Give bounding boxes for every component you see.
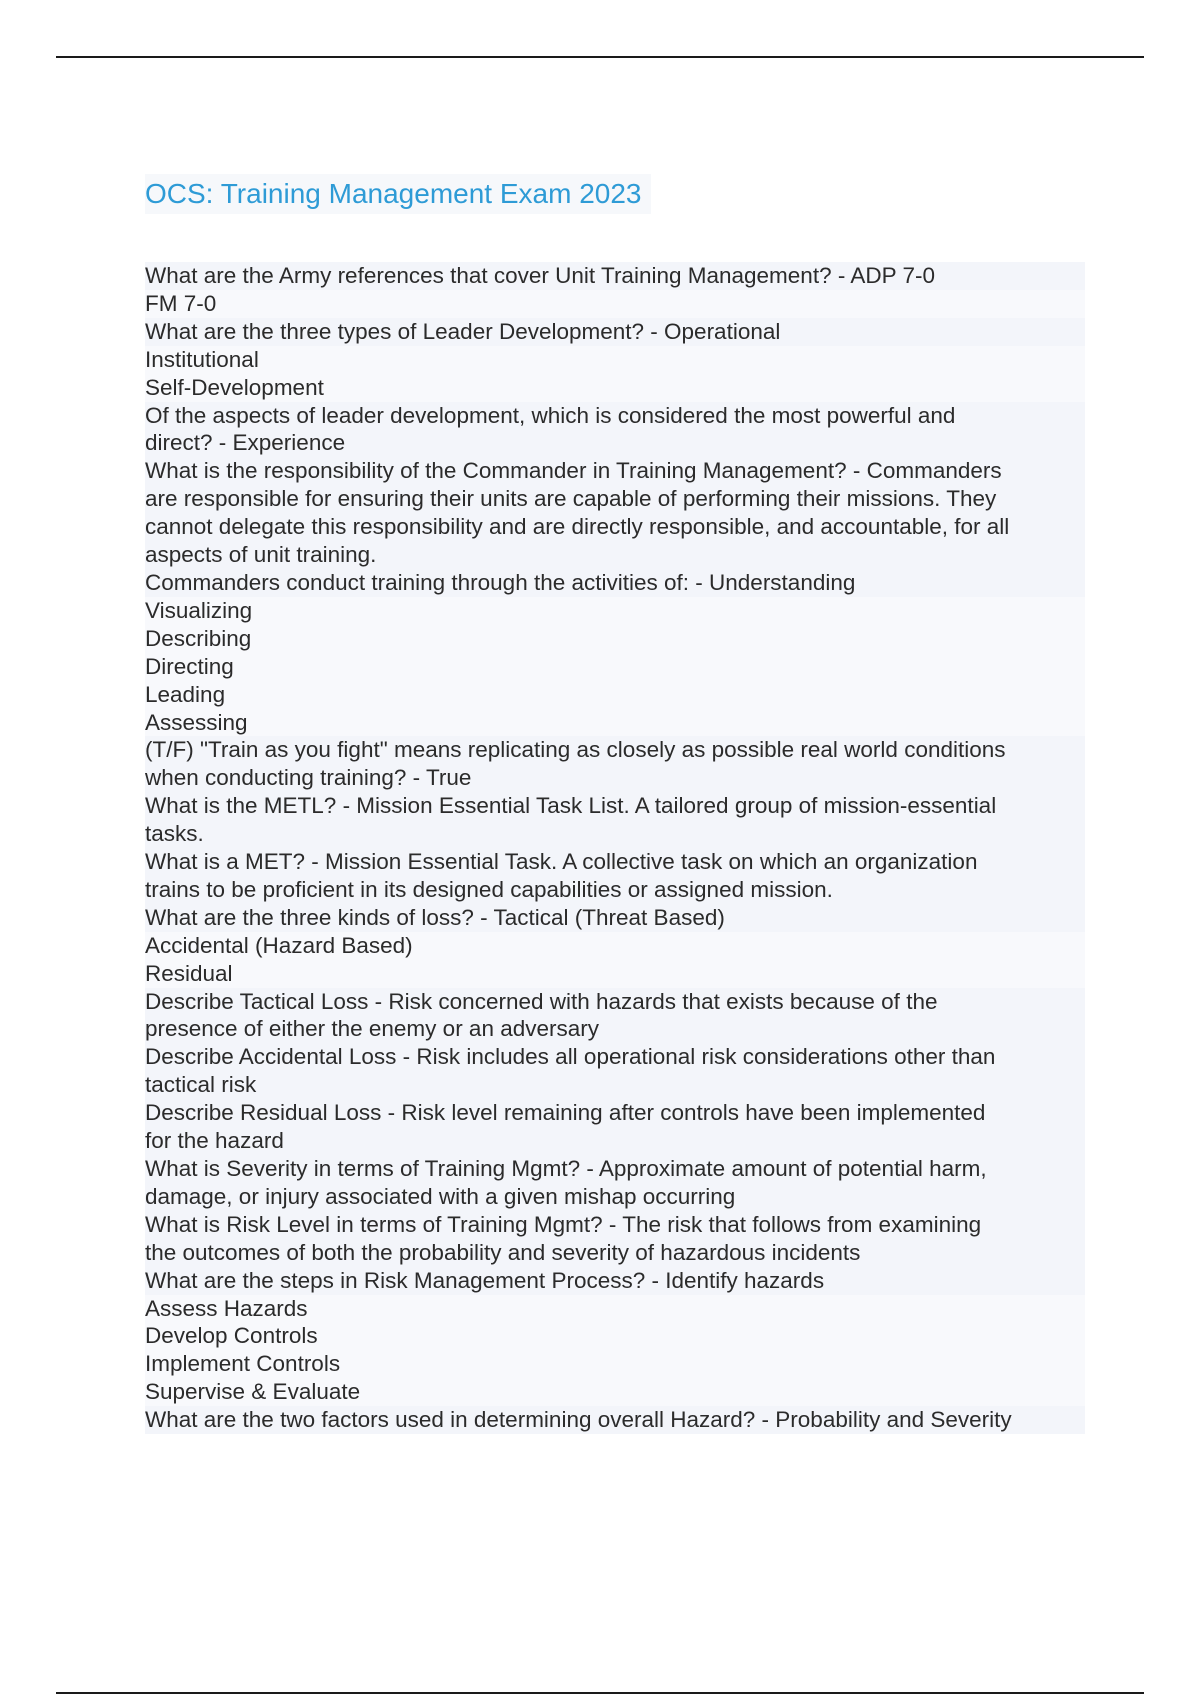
document-title: OCS: Training Management Exam 2023 [145,174,651,214]
text-line: trains to be proficient in its designed capabilities or assigned mission. [145,876,1085,904]
text-line: Describe Accidental Loss - Risk includes all operational risk considerations other than [145,1043,1085,1071]
text-line: What is Severity in terms of Training Mgmt? - Approximate amount of potential harm, [145,1155,1085,1183]
text-line: Describe Tactical Loss - Risk concerned with hazards that exists because of the [145,988,1085,1016]
text-line: when conducting training? - True [145,764,1085,792]
text-line: Assess Hazards [145,1295,1085,1323]
text-line: What are the two factors used in determining overall Hazard? - Probability and Severity [145,1406,1085,1434]
text-line: Of the aspects of leader development, which is considered the most powerful and [145,402,1085,430]
text-line: Self-Development [145,374,1085,402]
text-line: Residual [145,960,1085,988]
text-line: FM 7-0 [145,290,1085,318]
text-line: tactical risk [145,1071,1085,1099]
text-line: (T/F) "Train as you fight" means replicating as closely as possible real world conditions [145,736,1085,764]
text-line: Implement Controls [145,1350,1085,1378]
text-line: cannot delegate this responsibility and are directly responsible, and accountable, for all [145,513,1085,541]
text-line: aspects of unit training. [145,541,1085,569]
top-rule [56,56,1144,58]
text-line: Commanders conduct training through the activities of: - Understanding [145,569,1085,597]
text-line: Assessing [145,709,1085,737]
text-line: What is a MET? - Mission Essential Task. A collective task on which an organization [145,848,1085,876]
text-line: Describing [145,625,1085,653]
text-line: direct? - Experience [145,429,1085,457]
text-line: Directing [145,653,1085,681]
text-line: Supervise & Evaluate [145,1378,1085,1406]
text-line: What are the three kinds of loss? - Tactical (Threat Based) [145,904,1085,932]
text-line: What are the Army references that cover Unit Training Management? - ADP 7-0 [145,262,1085,290]
text-line: What are the three types of Leader Development? - Operational [145,318,1085,346]
text-line: Describe Residual Loss - Risk level remaining after controls have been implemented [145,1099,1085,1127]
text-line: What is the METL? - Mission Essential Task List. A tailored group of mission-essential [145,792,1085,820]
text-line: Visualizing [145,597,1085,625]
text-line: the outcomes of both the probability and severity of hazardous incidents [145,1239,1085,1267]
text-line: Develop Controls [145,1322,1085,1350]
text-line: What are the steps in Risk Management Process? - Identify hazards [145,1267,1085,1295]
text-line: tasks. [145,820,1085,848]
text-line: Leading [145,681,1085,709]
text-line: Institutional [145,346,1085,374]
text-line: presence of either the enemy or an adversary [145,1015,1085,1043]
document-body [145,262,1085,1434]
text-line: for the hazard [145,1127,1085,1155]
text-line: What is the responsibility of the Commander in Training Management? - Commanders [145,457,1085,485]
text-line: Accidental (Hazard Based) [145,932,1085,960]
text-line: What is Risk Level in terms of Training Mgmt? - The risk that follows from examining [145,1211,1085,1239]
bottom-rule [56,1692,1144,1694]
text-line: are responsible for ensuring their units are capable of performing their missions. They [145,485,1085,513]
text-line: damage, or injury associated with a given mishap occurring [145,1183,1085,1211]
